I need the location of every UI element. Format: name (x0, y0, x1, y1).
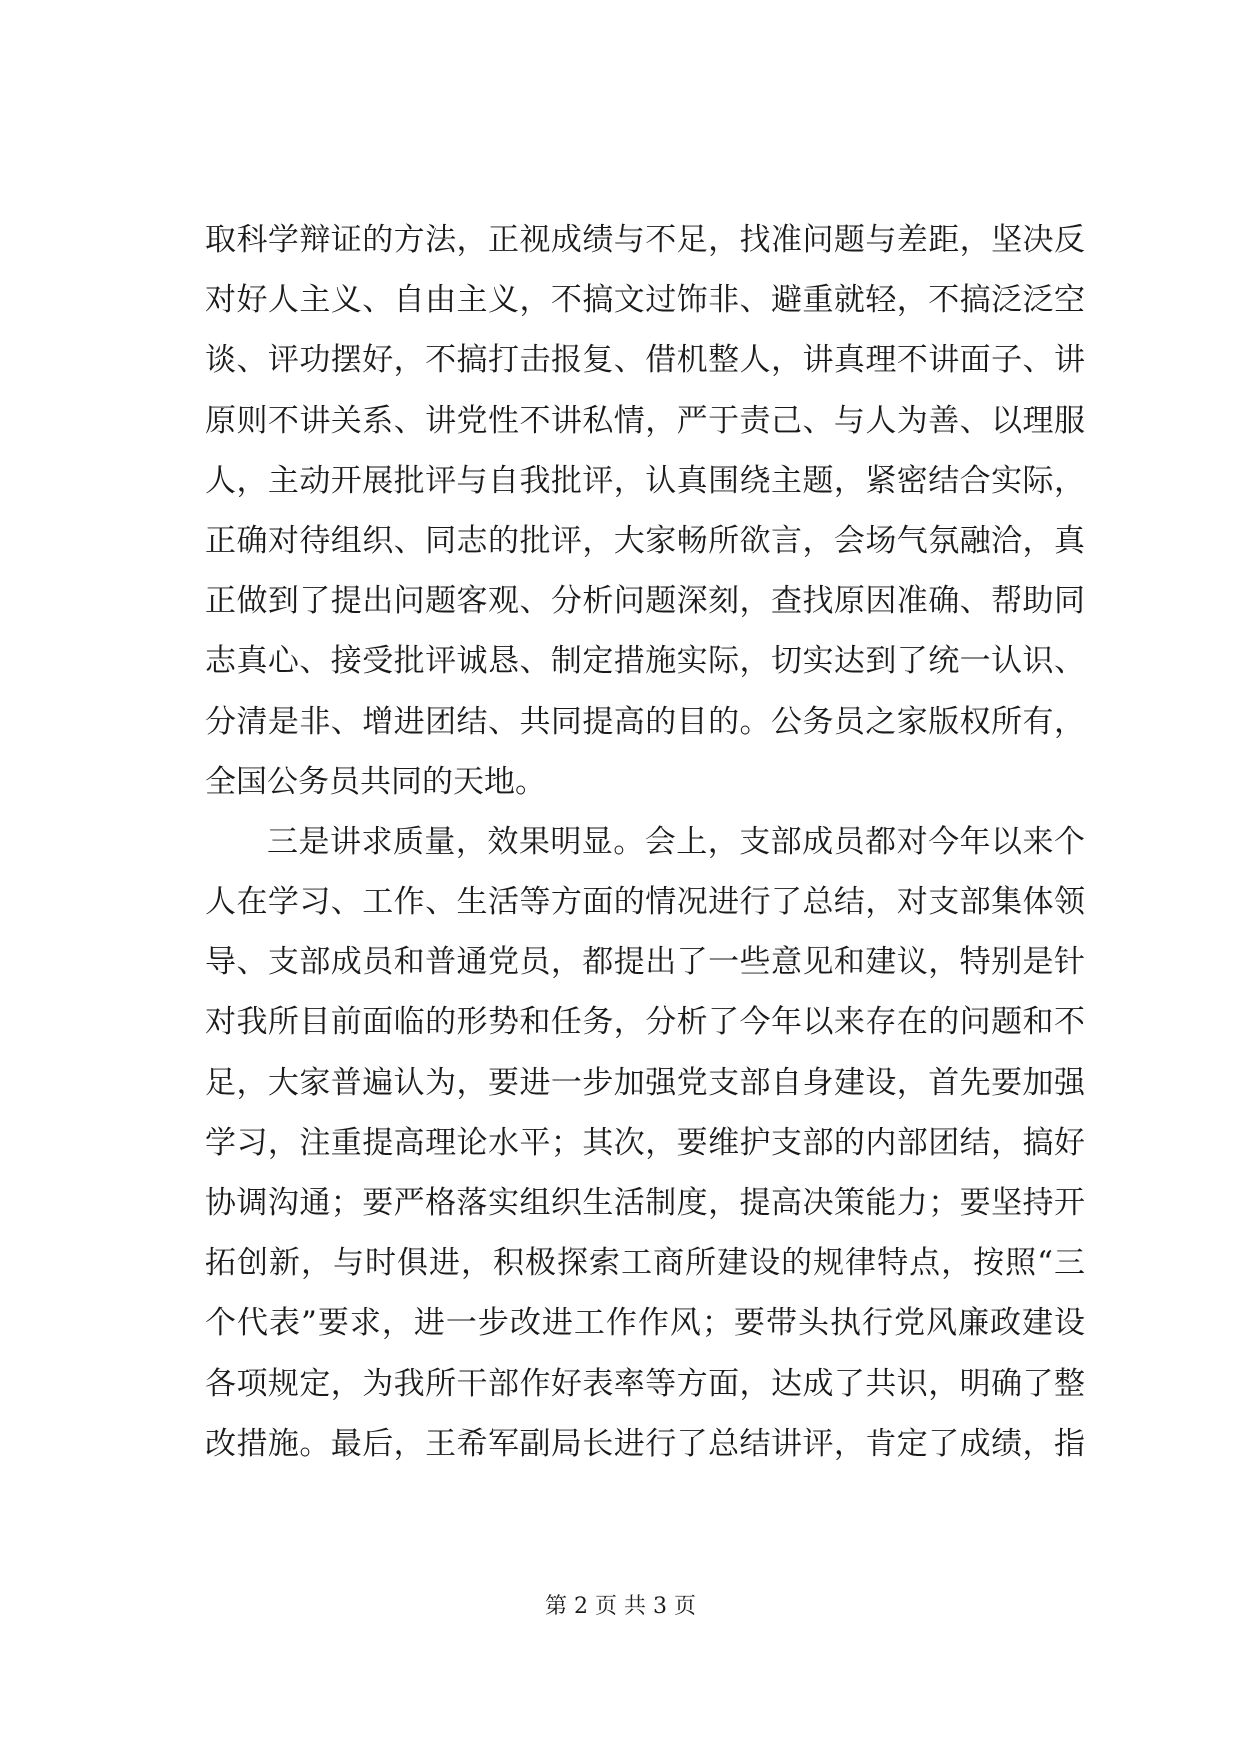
text-line: 分清是非、增进团结、共同提高的目的。公务员之家版权所有， (205, 703, 1085, 740)
text-line: 正做到了提出问题客观、分析问题深刻，查找原因准确、帮助同 (205, 583, 1085, 620)
text-line: 改措施。最后，王希军副局长进行了总结讲评，肯定了成绩，指 (205, 1425, 1085, 1462)
text-line: 导、支部成员和普通党员，都提出了一些意见和建议，特别是针 (205, 944, 1085, 981)
text-line: 协调沟通；要严格落实组织生活制度，提高决策能力；要坚持开 (205, 1185, 1085, 1221)
text-line: 正确对待组织、同志的批评，大家畅所欲言，会场气氛融洽，真 (205, 522, 1085, 559)
text-line: 对好人主义、自由主义，不搞文过饰非、避重就轻，不搞泛泛空 (205, 282, 1085, 319)
text-line: 拓创新，与时俱进，积极探索工商所建设的规律特点，按照“三 (205, 1245, 1085, 1282)
text-line: 各项规定，为我所干部作好表率等方面，达成了共识，明确了整 (205, 1365, 1085, 1402)
paragraph-2 (205, 812, 1085, 1474)
text-line: 个代表”要求，进一步改进工作作风；要带头执行党风廉政建设 (205, 1305, 1085, 1342)
text-line: 志真心、接受批评诚恳、制定措施实际，切实达到了统一认识、 (205, 643, 1085, 680)
text-line: 原则不讲关系、讲党性不讲私情，严于责己、与人为善、以理服 (205, 402, 1085, 439)
text-line: 谈、评功摆好，不搞打击报复、借机整人，讲真理不讲面子、讲 (205, 342, 1085, 379)
body-text (205, 210, 1085, 1474)
text-line: 人在学习、工作、生活等方面的情况进行了总结，对支部集体领 (205, 884, 1085, 921)
text-line: 对我所目前面临的形势和任务，分析了今年以来存在的问题和不 (205, 1004, 1085, 1041)
text-line: 足，大家普遍认为，要进一步加强党支部自身建设，首先要加强 (205, 1064, 1085, 1101)
text-line: 人，主动开展批评与自我批评，认真围绕主题，紧密结合实际， (205, 462, 1085, 499)
text-line: 三是讲求质量，效果明显。会上，支部成员都对今年以来个 (267, 823, 1085, 860)
text-line: 全国公务员共同的天地。 (205, 763, 546, 800)
paragraph-1 (205, 210, 1085, 812)
text-line: 学习，注重提高理论水平；其次，要维护支部的内部团结，搞好 (205, 1124, 1085, 1161)
page-number-footer: 第 2 页 共 3 页 (545, 1594, 696, 1619)
text-line: 取科学辩证的方法，正视成绩与不足，找准问题与差距，坚决反 (205, 222, 1085, 258)
